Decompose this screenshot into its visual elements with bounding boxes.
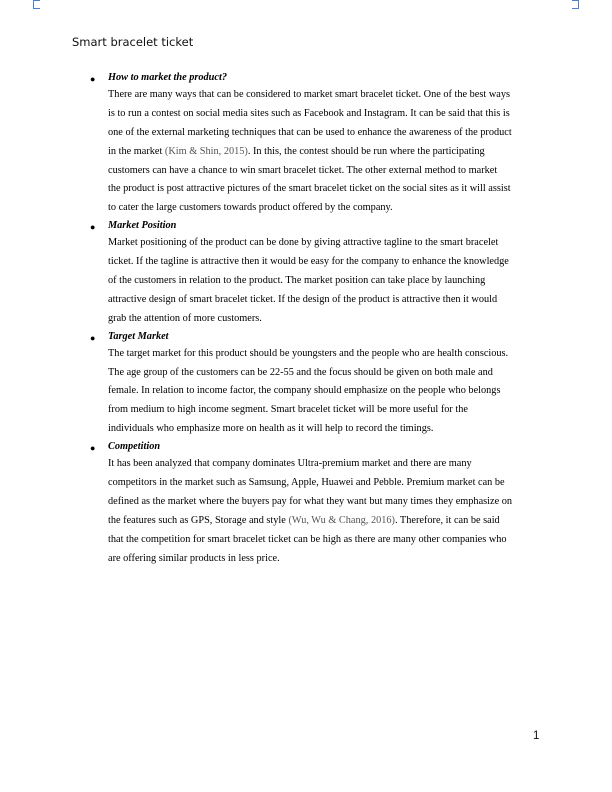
paragraph-line: The age group of the customers can be 22-55 and the focus should be given on both male and [108,366,493,378]
paragraph-line: There are many ways that can be considered to market smart bracelet ticket. One of the best ways [108,89,510,100]
paragraph-line: from medium to high income segment. Smart bracelet ticket will be more useful for the [108,404,469,416]
paragraph-line: individuals who emphasize more on health as it will help to record the timings. [108,423,434,435]
paragraph-line: one of the external marketing techniques that can be used to enhance the awareness of the product [108,126,512,138]
paragraph-line: in the market (Kim & Shin, 2015). In this, the contest should be run where the participating [108,145,485,157]
paragraph-line: grab the attention of more customers. [108,312,262,324]
paragraph-line: The target market for this product should be youngsters and the people who are health conscious. [108,347,509,359]
paragraph-line: defined as the market where the buyers pay for what they want but many times they emphasize on [108,495,513,507]
bullet-icon: ● [90,74,96,84]
paragraph-line: It has been analyzed that company dominates Ultra-premium market and there are many [108,458,472,470]
paragraph-line: are offering similar products in less price. [108,552,280,564]
section-heading: Market Position [108,220,177,232]
citation: (Wu, Wu & Chang, 2016) [288,514,395,526]
citation: (Kim & Shin, 2015) [164,145,248,157]
running-header: Smart bracelet ticket [72,35,194,49]
paragraph-line: of the customers in relation to the product. The market position can take place by launching [108,275,486,287]
paragraph-line: female. In relation to income factor, the company should emphasize on the people who belongs [108,385,501,397]
paragraph-line: to cater the large customers towards product offered by the company. [108,202,393,214]
section-market-position [90,218,542,328]
document-body [90,70,542,568]
paragraph-line: competitors in the market such as Samsung, Apple, Huawei and Pebble. Premium market can be [108,477,505,489]
page-number: 1 [533,730,540,742]
right-margin-marker [572,0,579,9]
left-margin-marker [33,0,40,9]
paragraph-line: is to run a contest on social media sites such as Facebook and Instagram. It can be said that this is [108,107,510,119]
paragraph-line: that the competition for smart bracelet ticket can be high as there are many other companies who [108,533,507,545]
section-heading: Target Market [108,330,169,342]
paragraph-line: attractive design of smart bracelet ticket. If the design of the product is attractive then it would [108,293,498,305]
paragraph-line: customers can have a chance to win smart bracelet ticket. The other external method to market [108,164,498,176]
paragraph-line: the features such as GPS, Storage and style (Wu, Wu & Chang, 2016). Therefore, it can be said [108,514,500,526]
section-heading: Competition [108,441,161,453]
paragraph-line: Market positioning of the product can be done by giving attractive tagline to the smart bracelet [108,237,499,249]
section-how-to-market [90,70,542,218]
section-heading: How to market the product? [108,72,227,83]
bullet-icon: ● [90,443,96,454]
section-competition [90,439,542,568]
section-target-market [90,329,542,439]
paragraph-line: ticket. If the tagline is attractive then it would be easy for the company to enhance the knowledge [108,256,509,268]
paragraph-line: the product is post attractive pictures of the smart bracelet ticket on the social sites as it will assist [108,183,511,195]
bullet-icon: ● [90,332,96,343]
bullet-icon: ● [90,222,96,233]
